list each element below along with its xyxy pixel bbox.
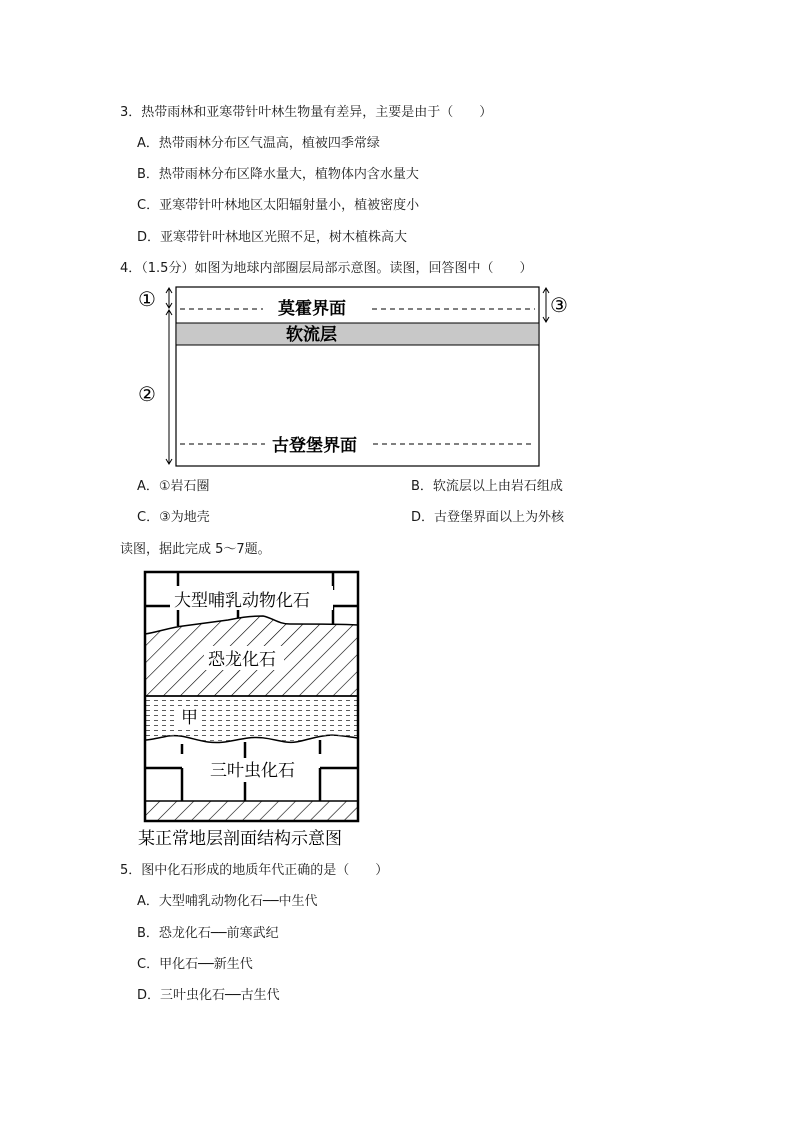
intro-text: 读图，据此完成 5～7题。 <box>120 542 271 557</box>
question-5-option-b: B．恐龙化石──前寒武纪 <box>137 926 279 941</box>
moho-label: 莫霍界面 <box>278 299 346 319</box>
question-3-option-d: D．亚寒带针叶林地区光照不足，树木植株高大 <box>137 230 408 245</box>
question-5-stem: 5．图中化石形成的地质年代正确的是（ ） <box>120 863 389 878</box>
gutenberg-label: 古登堡界面 <box>272 436 357 456</box>
strata-figure <box>138 568 378 853</box>
question-4-stem: 4．（1.5分）如图为地球内部圈层局部示意图。读图，回答图中（ ） <box>120 261 533 276</box>
question-5-option-d: D．三叶虫化石──古生代 <box>137 988 280 1003</box>
question-4-option-d: D．古登堡界面以上为外核 <box>411 510 565 525</box>
layer-jia-label: 甲 <box>181 708 198 728</box>
question-5-option-a: A．大型哺乳动物化石──中生代 <box>137 894 318 909</box>
marker-2: ② <box>138 382 156 406</box>
asthenosphere-label: 软流层 <box>286 325 337 345</box>
layer-dinosaur-label: 恐龙化石 <box>208 650 276 670</box>
question-4-option-b: B．软流层以上由岩石组成 <box>411 479 563 494</box>
asthenosphere-band <box>176 323 539 345</box>
earth-layers-figure <box>130 280 590 475</box>
strata-caption: 某正常地层剖面结构示意图 <box>138 829 342 849</box>
question-4-option-c: C．③为地壳 <box>137 510 210 525</box>
layer-trilobite-label: 三叶虫化石 <box>210 761 295 781</box>
question-5-option-c: C．甲化石──新生代 <box>137 957 253 972</box>
question-4-option-a: A．①岩石圈 <box>137 479 210 494</box>
question-3-option-a: A．热带雨林分布区气温高，植被四季常绿 <box>137 136 380 151</box>
question-3-stem: 3．热带雨林和亚寒带针叶林生物量有差异，主要是由于（ ） <box>120 105 493 120</box>
bottom-layer <box>145 801 358 821</box>
marker-1: ① <box>138 287 156 311</box>
marker-3: ③ <box>550 293 568 317</box>
figure-frame <box>176 287 539 466</box>
question-3-option-c: C．亚寒带针叶林地区太阳辐射量小，植被密度小 <box>137 198 420 213</box>
question-3-option-b: B．热带雨林分布区降水量大，植物体内含水量大 <box>137 167 419 182</box>
layer-mammal-label: 大型哺乳动物化石 <box>174 591 310 611</box>
